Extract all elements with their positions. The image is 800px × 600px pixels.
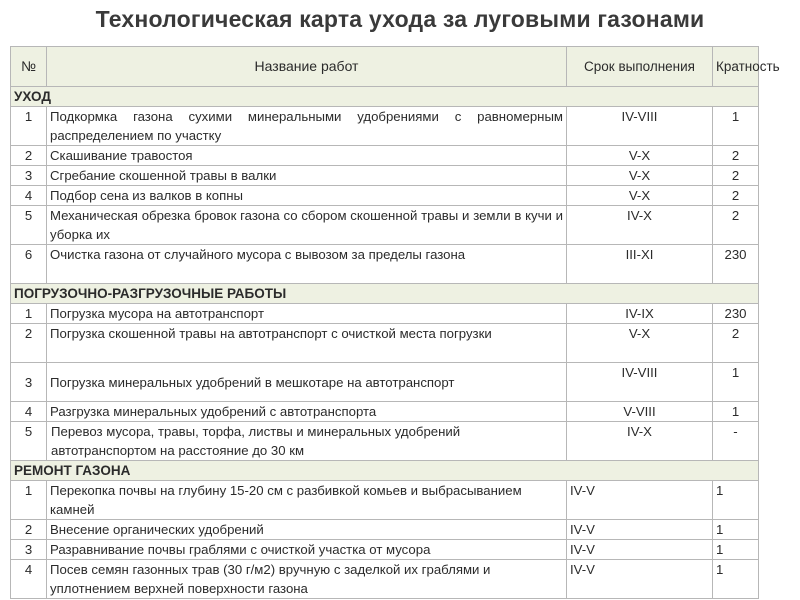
row-term: V-X [567,166,713,186]
row-name: Механическая обрезка бровок газона со сбором скошенной травы и земли в кучи и уборка их [47,206,567,245]
row-num: 2 [11,146,47,166]
row-term: IV-V [567,540,713,560]
row-name: Подкормка газона сухими минеральными удобрениями с равномерным распределением по участку [47,107,567,146]
page-title: Технологическая карта ухода за луговыми газонами [95,6,705,32]
row-term: V-VIII [567,402,713,422]
section-title: РЕМОНТ ГАЗОНА [11,461,759,481]
row-term: III-XI [567,245,713,284]
row-num: 6 [11,245,47,284]
row-num: 3 [11,166,47,186]
table-row [11,245,759,284]
row-mult: 1 [713,560,759,599]
row-mult: - [713,422,759,461]
row-num: 2 [11,324,47,363]
row-term: IV-X [567,206,713,245]
header-row [11,47,759,87]
row-num: 1 [11,107,47,146]
row-term: IV-VIII [567,363,713,402]
row-mult: 2 [713,146,759,166]
row-mult: 230 [713,245,759,284]
row-term: IV-V [567,520,713,540]
row-name: Скашивание травостоя [47,146,567,166]
care-table [10,46,780,599]
section-title: ПОГРУЗОЧНО-РАЗГРУЗОЧНЫЕ РАБОТЫ [11,284,759,304]
row-name: Очистка газона от случайного мусора с вывозом за пределы газона [47,245,567,284]
row-mult: 1 [713,402,759,422]
table-row [11,107,759,146]
row-num: 4 [11,402,47,422]
row-name: Посев семян газонных трав (30 г/м2) вручную с заделкой их граблями и уплотнением верхней поверхности газона [47,560,567,599]
row-name: Сгребание скошенной травы в валки [47,166,567,186]
table-row [11,146,759,166]
row-name: Подбор сена из валков в копны [47,186,567,206]
row-num: 5 [11,422,47,461]
table-row [11,422,759,461]
row-num: 4 [11,560,47,599]
row-num: 4 [11,186,47,206]
row-name: Погрузка скошенной травы на автотранспорт с очисткой места погрузки [47,324,567,363]
row-term: IV-X [567,422,713,461]
row-mult: 1 [713,540,759,560]
row-mult: 1 [713,363,759,402]
row-mult: 2 [713,186,759,206]
table-row [11,540,759,560]
row-mult: 2 [713,166,759,186]
row-name: Погрузка мусора на автотранспорт [47,304,567,324]
row-num: 1 [11,481,47,520]
header-num: № [11,47,47,87]
row-term: IV-VIII [567,107,713,146]
row-term: V-X [567,186,713,206]
row-mult: 1 [713,107,759,146]
row-mult: 1 [713,481,759,520]
table-row [11,304,759,324]
row-mult: 2 [713,206,759,245]
row-term: IV-V [567,560,713,599]
row-name: Перекопка почвы на глубину 15-20 см с разбивкой комьев и выбрасыванием камней [47,481,567,520]
table-row [11,481,759,520]
table-row [11,520,759,540]
row-name: Погрузка минеральных удобрений в мешкотаре на автотранспорт [47,363,567,402]
row-name: Перевоз мусора, травы, торфа, листвы и минеральных удобрений автотранспортом на расстояние до 30 км [47,422,567,461]
row-term: V-X [567,324,713,363]
row-name: Разравнивание почвы граблями с очисткой участка от мусора [47,540,567,560]
header-term: Срок выполнения [567,47,713,87]
row-mult: 230 [713,304,759,324]
row-num: 5 [11,206,47,245]
section-header-care [11,87,759,107]
table-row [11,186,759,206]
table-row [11,560,759,599]
row-term: IV-V [567,481,713,520]
row-num: 2 [11,520,47,540]
row-name: Внесение органических удобрений [47,520,567,540]
row-mult: 2 [713,324,759,363]
table-row [11,166,759,186]
row-term: IV-IX [567,304,713,324]
section-header-loading [11,284,759,304]
row-num: 3 [11,363,47,402]
section-header-repair [11,461,759,481]
table-row [11,402,759,422]
row-term: V-X [567,146,713,166]
row-num: 3 [11,540,47,560]
table-row [11,363,759,402]
row-name: Разгрузка минеральных удобрений с автотранспорта [47,402,567,422]
header-mult: Кратность [713,47,759,87]
row-mult: 1 [713,520,759,540]
section-title: УХОД [11,87,759,107]
table-row [11,206,759,245]
table-row [11,324,759,363]
row-num: 1 [11,304,47,324]
header-name: Название работ [47,47,567,87]
